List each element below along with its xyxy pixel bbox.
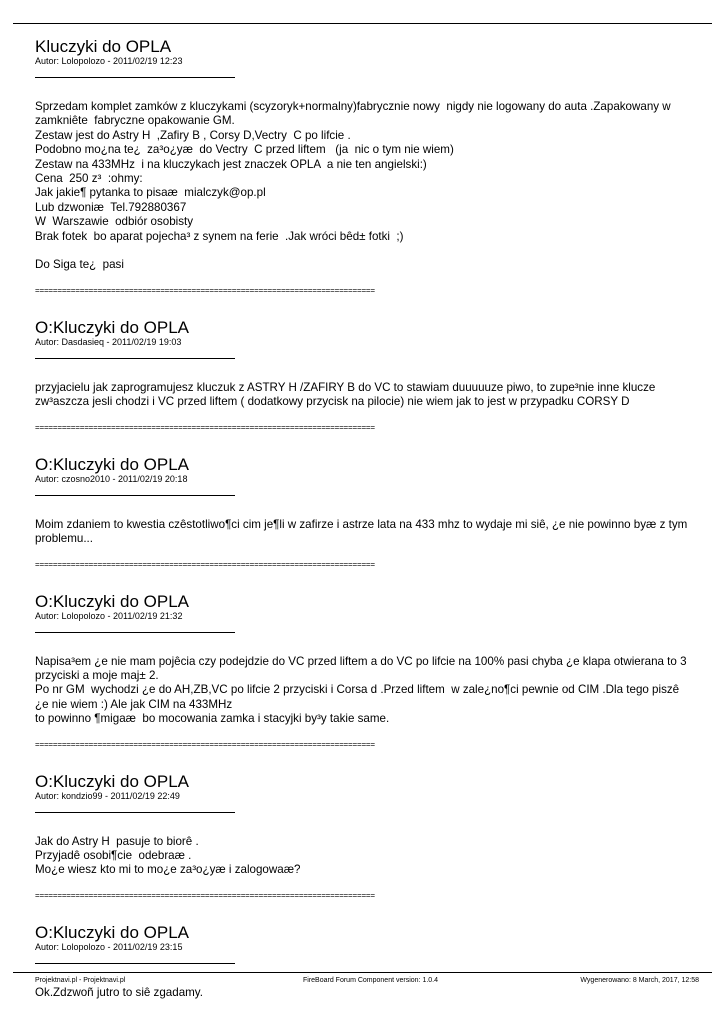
post-separator: ============================================================================ [35,890,375,900]
post [35,923,695,1000]
post-title: O:Kluczyki do OPLA [35,771,190,791]
post [35,318,695,433]
post [35,772,695,901]
footer-component-version: FireBoard Forum Component version: 1.0.4 [303,977,439,984]
title-divider [35,495,235,496]
post-list [35,37,695,1022]
post-title: O:Kluczyki do OPLA [35,922,190,942]
title-divider [35,963,235,964]
title-divider [35,77,235,78]
post-body: przyjacielu jak zaprogramujesz kluczuk z ASTRY H /ZAFIRY B do VC to stawiam duuuuuze piwo, to zupe³nie inne klucze zw³aszcza jesli chodzi i VC przed liftem ( dodatkowy przycisk na pilocie) nie wiem jak to jest w przypadku CORSY D [35,380,659,409]
post-body: Napisa³em ¿e nie mam pojêcia czy podejdzie do VC przed liftem a do VC po lifcie na 100% pasi chyba ¿e klapa otwierana to 3 przyciski a moje maj± 2. Po nr GM wychodzi ¿e do AH,ZB,VC po lifcie 2 przyciski i Corsa d .Przed liftem w zale¿no¶ci pewnie od CIM .Dla tego piszê ¿e nie wiem :) Ale jak CIM na 433MHz to powinno ¶migaæ bo mocowania zamka i stacyjki by³y takie same. [35,654,687,726]
post-title: Kluczyki do OPLA [35,37,172,56]
post-body: Sprzedam komplet zamków z kluczykami (scyzoryk+normalny)fabrycznie nowy nigdy nie logowany do auta .Zapakowany w zamkniête fabryczne opakowanie GM. Zestaw jest do Astry H ,Zafiry B , Corsy D,Vectry C po lifcie . Podobno mo¿na te¿ za³o¿yæ do Vectry C przed liftem (ja nic o tym nie wiem) Zestaw na 433MHz i na kluczykach jest znaczek OPLA a nie ten angielski:) Cena 250 z³ :ohmy: Jak jakie¶ pytanka to pisaæ mialczyk@op.pl Lub dzwoniæ Tel.792880367 W Warszawie odbiór osobisty Brak fotek bo aparat pojecha³ z synem na ferie .Jak wróci bêd± fotki ;) Do Siga te¿ pasi [35,100,671,272]
post [35,37,695,296]
post [35,455,695,570]
post [35,592,695,750]
post-author-date: Autor: Lolopolozo - 2011/02/19 23:15 [35,941,183,952]
post-separator: ============================================================================ [35,739,375,749]
post-author-date: Autor: Lolopolozo - 2011/02/19 21:32 [35,610,183,621]
post-author-date: Autor: Lolopolozo - 2011/02/19 12:23 [35,56,183,66]
post-separator: ============================================================================ [35,422,375,432]
title-divider [35,812,235,813]
footer-site: Projektnavi.pl - Projektnavi.pl [35,977,126,984]
post-title: O:Kluczyki do OPLA [35,591,190,611]
post-separator: ============================================================================ [35,285,375,295]
post-body: Moim zdaniem to kwestia czêstotliwo¶ci cim je¶li w zafirze i astrze lata na 433 mhz to wydaje mi siê, ¿e nie powinno byæ z tym problemu... [35,517,691,546]
post-body: Ok.Zdzwoñ jutro to siê zgadamy. [35,985,203,999]
post-author-date: Autor: Dasdasieq - 2011/02/19 19:03 [35,336,182,347]
post-title: O:Kluczyki do OPLA [35,454,190,474]
title-divider [35,632,235,633]
post-body: Jak do Astry H pasuje to biorê . Przyjadê osobi¶cie odebraæ . Mo¿e wiesz kto mi to mo¿e za³o¿yæ i zalogowaæ? [35,834,301,877]
footer-generated-date: Wygenerowano: 8 March, 2017, 12:58 [580,977,699,984]
post-separator: ============================================================================ [35,559,375,569]
post-author-date: Autor: czosno2010 - 2011/02/19 20:18 [35,473,188,484]
post-author-date: Autor: kondzio99 - 2011/02/19 22:49 [35,790,180,801]
top-rule [13,23,712,24]
footer-rule [13,972,712,973]
title-divider [35,358,235,359]
post-title: O:Kluczyki do OPLA [35,317,190,337]
